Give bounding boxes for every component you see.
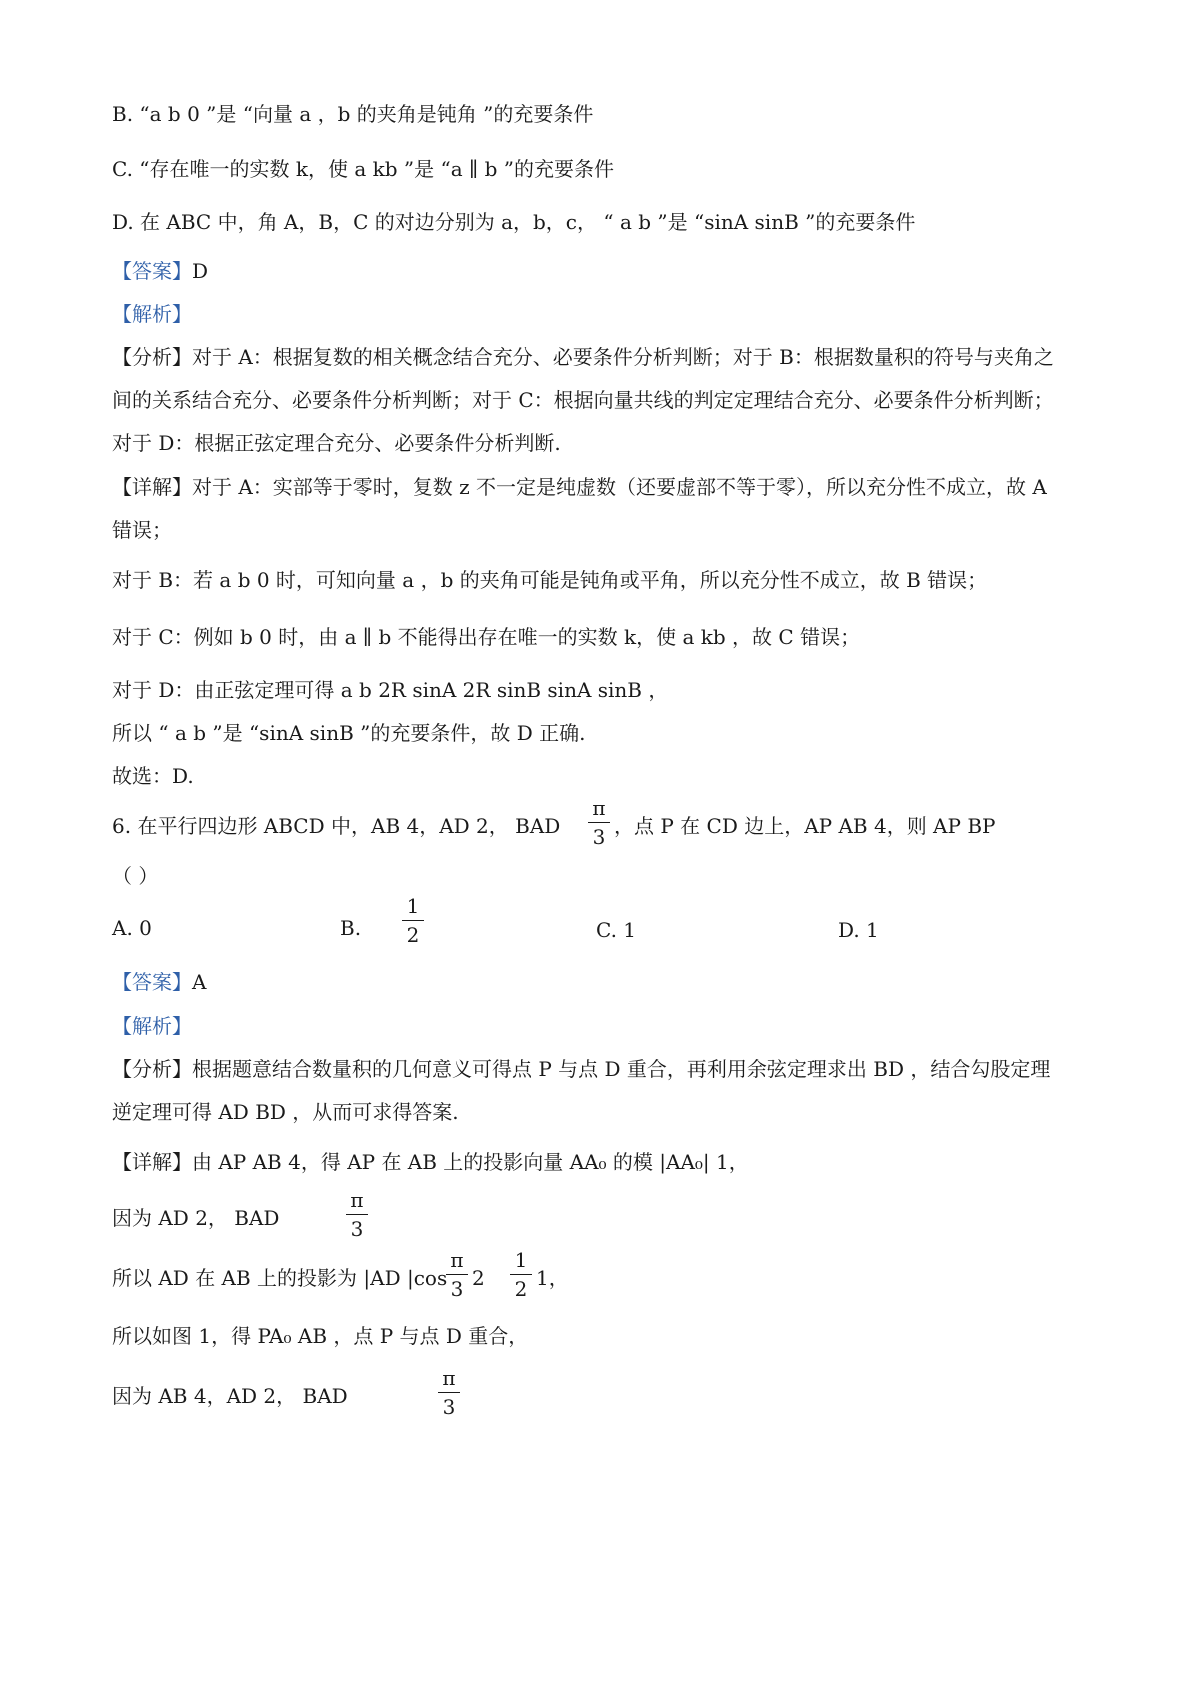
xiangjie-6-line-5: 因为 AB 4，AD 2， BAD [112,1384,348,1408]
question-6-stem: 6. 在平行四边形 ABCD 中，AB 4，AD 2， BAD [112,814,561,838]
analysis-heading-5: 【解析】 [112,302,192,326]
xiangjie-5-line-6: 所以 “ a b ”是 “sinA sinB ”的充要条件，故 D 正确. [112,721,586,745]
xiangjie-6-line-4: 所以如图 1，得 PA₀ AB ，点 P 与点 D 重合， [112,1324,529,1348]
fraction-one-half [402,894,424,947]
fenxi-tag: 【分析】 [112,345,192,369]
fenxi-5-line-1 [112,343,1054,371]
fenxi-text: 对于 A：根据复数的相关概念结合充分、必要条件分析判断；对于 B：根据数量积的符号与夹角之 [192,345,1054,369]
denominator: 3 [442,1395,456,1419]
xiangjie-tag: 【详解】 [112,475,192,499]
fenxi-tag: 【分析】 [112,1057,192,1081]
q6-option-d: D. 1 [838,918,879,942]
xiangjie-tag: 【详解】 [112,1150,192,1174]
numerator: π [442,1366,456,1390]
q6-option-c: C. 1 [596,918,637,942]
denominator: 3 [592,825,606,849]
fraction-bar [510,1274,532,1275]
fraction-bar [588,822,610,823]
xiangjie-6-line-3b: 2 [472,1266,485,1290]
fraction-one-half [510,1248,532,1301]
xiangjie-6-line-3c: 1， [536,1266,569,1290]
xiangjie-5-line-3: 对于 B：若 a b 0 时，可知向量 a ，b 的夹角可能是钝角或平角，所以充分性不成立，故 B 错误； [112,568,988,592]
numerator: 1 [514,1248,528,1272]
q6-option-a: A. 0 [112,916,152,940]
xiangjie-6-line-3a: 所以 AD 在 AB 上的投影为 |AD |cos [112,1266,448,1290]
option-c-text: C. “存在唯一的实数 k，使 a kb ”是 “a ∥ b ”的充要条件 [112,157,614,181]
fraction-bar [346,1214,368,1215]
fraction-bar [438,1392,460,1393]
denominator: 2 [514,1277,528,1301]
fenxi-5-line-3: 对于 D：根据正弦定理合充分、必要条件分析判断. [112,431,561,455]
answer-value: D [192,259,209,283]
option-b-text: B. “a b 0 ”是 “向量 a ，b 的夹角是钝角 ”的充要条件 [112,102,594,126]
fraction-bar [446,1274,468,1275]
fraction-bar [402,920,424,921]
xiangjie-text: 由 AP AB 4，得 AP 在 AB 上的投影向量 AA₀ 的模 |AA₀| 1， [192,1150,749,1174]
fraction-pi-over-3 [446,1248,468,1301]
xiangjie-text: 对于 A：实部等于零时，复数 z 不一定是纯虚数（还要虚部不等于零），所以充分性不成立，故 A [192,475,1047,499]
answer-tag: 【答案】 [112,259,192,283]
numerator: π [350,1188,364,1212]
numerator: π [450,1248,464,1272]
option-d-text: D. 在 ABC 中，角 A，B，C 的对边分别为 a，b，c， “ a b ”是 “sinA sinB ”的充要条件 [112,210,916,234]
xiangjie-5-line-5: 对于 D：由正弦定理可得 a b 2R sinA 2R sinB sinA sinB ， [112,678,669,702]
numerator: π [592,796,606,820]
numerator: 1 [406,894,420,918]
answer-6 [112,968,206,996]
question-6-stem-cont: ，点 P 在 CD 边上，AP AB 4，则 AP BP [614,814,996,838]
xiangjie-5-line-2: 错误； [112,518,172,542]
xiangjie-5-line-7: 故选：D. [112,764,194,788]
fenxi-6-line-1 [112,1055,1050,1083]
answer-5 [112,257,208,285]
analysis-heading-6: 【解析】 [112,1014,192,1038]
fenxi-6-line-2: 逆定理可得 AD BD ，从而可求得答案. [112,1100,459,1124]
denominator: 2 [406,923,420,947]
answer-tag: 【答案】 [112,970,192,994]
question-6-paren: （ ） [112,864,159,888]
fenxi-5-line-2: 间的关系结合充分、必要条件分析判断；对于 C：根据向量共线的判定定理结合充分、必要条件分析判断； [112,388,1054,412]
xiangjie-6-line-2: 因为 AD 2， BAD [112,1206,280,1230]
denominator: 3 [350,1217,364,1241]
fraction-pi-over-3 [346,1188,368,1241]
answer-value: A [192,970,207,994]
fraction-pi-over-3 [438,1366,460,1419]
denominator: 3 [450,1277,464,1301]
fraction-pi-over-3 [588,796,610,849]
xiangjie-6-line-1 [112,1148,749,1176]
q6-option-b-label: B. [340,916,362,940]
xiangjie-5-line-1 [112,473,1047,501]
xiangjie-5-line-4: 对于 C：例如 b 0 时，由 a ∥ b 不能得出存在唯一的实数 k，使 a kb ，故 C 错误； [112,625,861,649]
fenxi-text: 根据题意结合数量积的几何意义可得点 P 与点 D 重合，再利用余弦定理求出 BD ，结合勾股定理 [192,1057,1051,1081]
